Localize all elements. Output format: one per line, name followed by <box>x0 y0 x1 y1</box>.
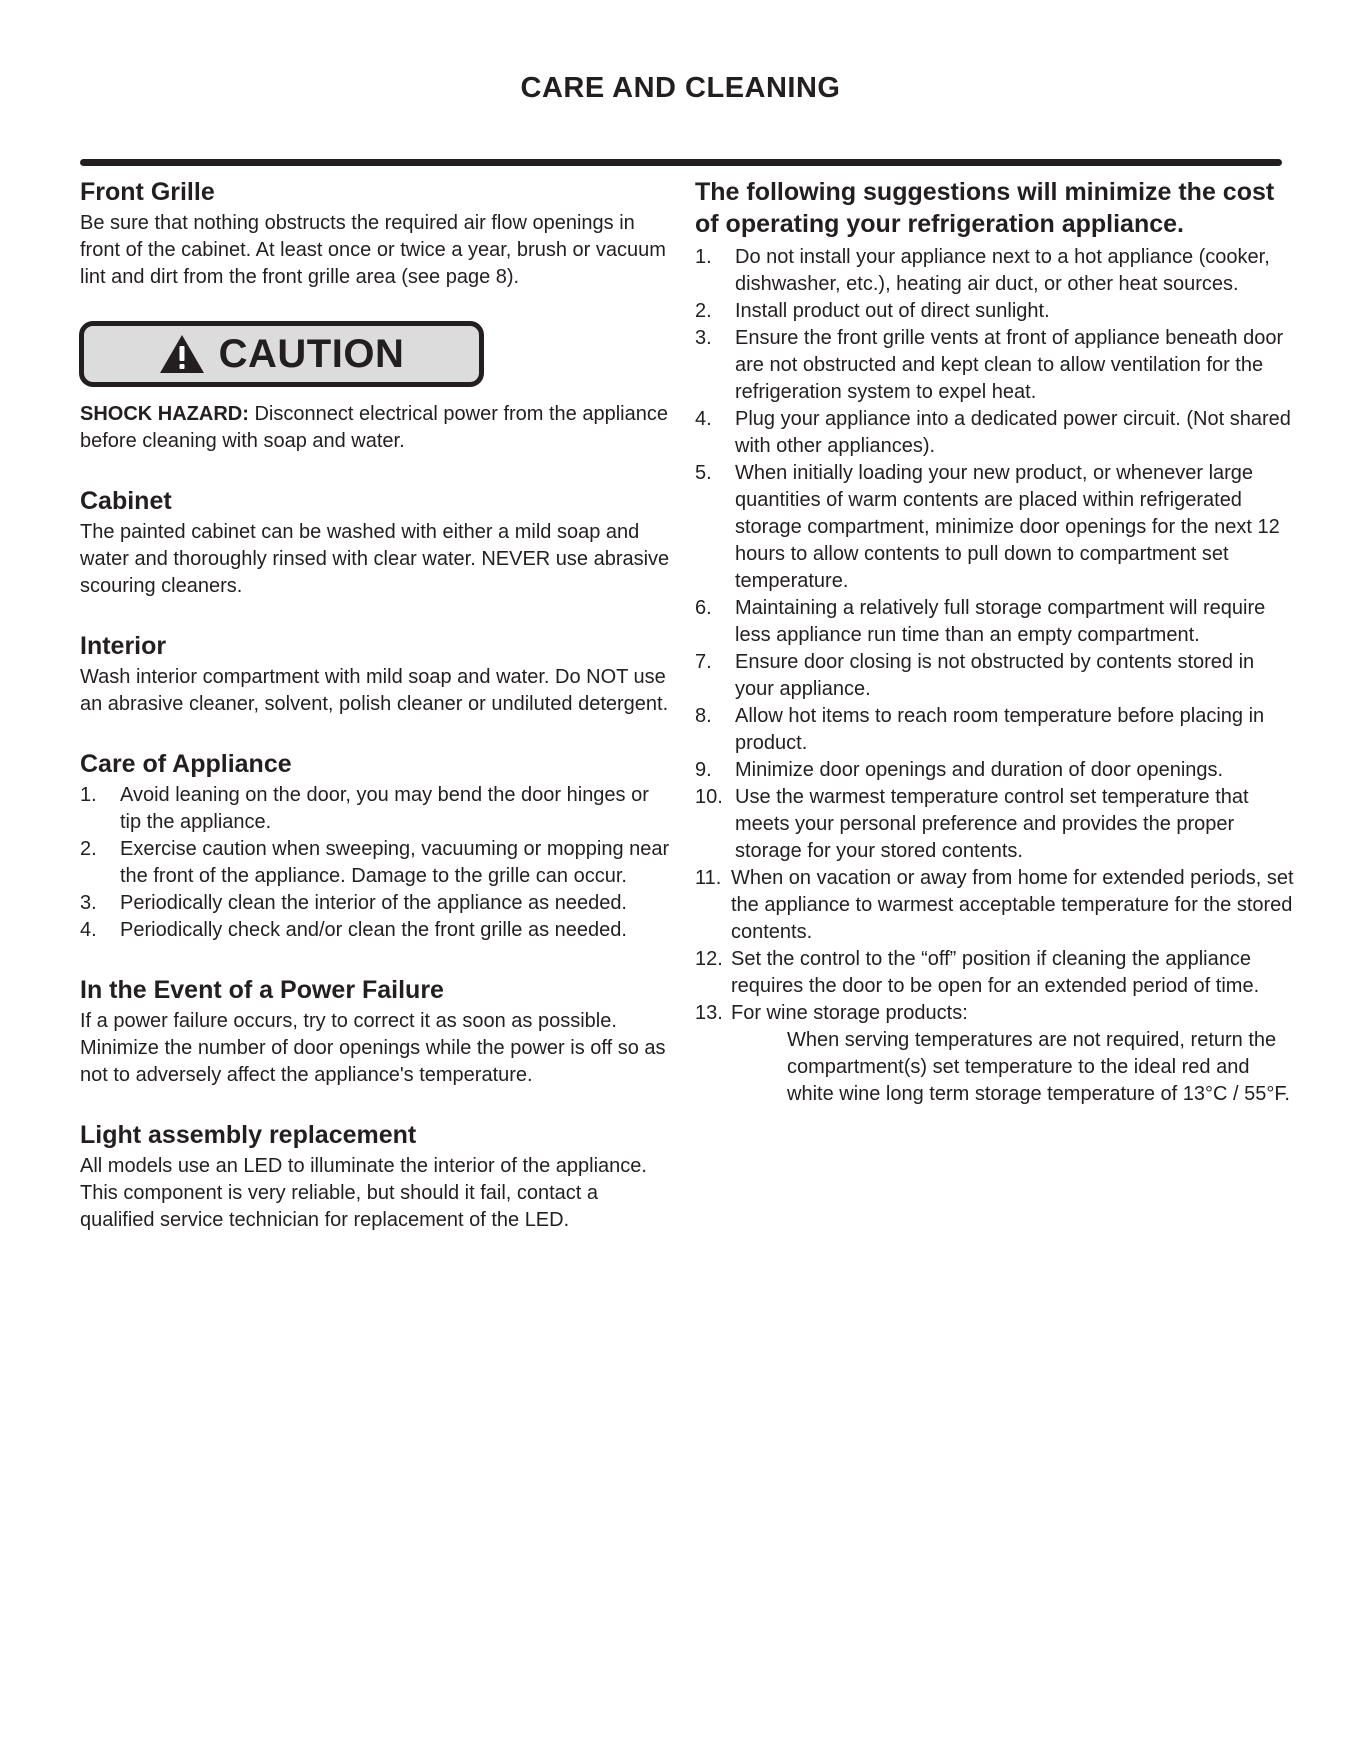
list-item: 6. Maintaining a relatively full storage compartment will require less appliance run time than an empty compartment. <box>695 597 1266 646</box>
suggestions-heading: The following suggestions will minimize the cost of operating your refrigeration appliance. <box>695 178 1275 238</box>
front-grille-body: Be sure that nothing obstructs the required air flow openings in front of the cabinet. At least once or twice a year, brush or vacuum lint and dirt from the front grille area (see page 8). <box>80 212 666 288</box>
front-grille-heading: Front Grille <box>80 178 215 206</box>
care-of-appliance-section <box>80 748 670 944</box>
interior-section <box>80 630 670 718</box>
interior-heading: Interior <box>80 632 167 660</box>
power-failure-body: If a power failure occurs, try to correct it as soon as possible. Minimize the number of door openings while the power is off so as not to adversely affect the appliance's temperature. <box>80 1010 666 1086</box>
warning-triangle-icon <box>159 334 205 374</box>
power-failure-heading: In the Event of a Power Failure <box>80 976 444 1004</box>
right-column <box>695 176 1295 1108</box>
caution-banner <box>79 321 484 387</box>
cabinet-heading: Cabinet <box>80 487 172 515</box>
list-item: 3. Ensure the front grille vents at front of appliance beneath door are not obstructed and kept clean to allow ventilation for the refrigeration system to expel heat. <box>695 327 1284 403</box>
list-item: 11. When on vacation or away from home for extended periods, set the appliance to warmest acceptable temperature for the stored contents. <box>695 867 1294 943</box>
power-failure-section <box>80 974 670 1089</box>
list-item: 1. Avoid leaning on the door, you may bend the door hinges or tip the appliance. <box>80 784 649 833</box>
shock-hazard-text <box>80 401 670 455</box>
suggestions-list <box>695 244 1295 1027</box>
list-item: 5. When initially loading your new product, or whenever large quantities of warm contents are placed within refrigerated storage compartment, minimize door openings for the next 12 hours to allow contents to pull down to compartment set temperature. <box>695 462 1280 592</box>
list-item: 12. Set the control to the “off” position if cleaning the appliance requires the door to be open for an extended period of time. <box>695 948 1260 997</box>
header-divider <box>80 159 1282 166</box>
list-item: 10. Use the warmest temperature control set temperature that meets your personal preference and provides the proper storage for your stored contents. <box>695 786 1249 862</box>
interior-body: Wash interior compartment with mild soap and water. Do NOT use an abrasive cleaner, solvent, polish cleaner or undiluted detergent. <box>80 666 669 715</box>
care-of-appliance-list <box>80 782 670 944</box>
list-item: 13. For wine storage products: <box>695 1002 968 1024</box>
page-title: CARE AND CLEANING <box>520 72 841 104</box>
wine-storage-note: When serving temperatures are not required, return the compartment(s) set temperature to the ideal red and white wine long term storage temperature of 13°C / 55°F. <box>787 1029 1290 1105</box>
list-item: 1. Do not install your appliance next to a hot appliance (cooker, dishwasher, etc.), heating air duct, or other heat sources. <box>695 246 1270 295</box>
light-assembly-section <box>80 1119 670 1234</box>
list-item: 9. Minimize door openings and duration of door openings. <box>695 759 1224 781</box>
left-column <box>80 176 670 1234</box>
front-grille-section <box>80 176 670 291</box>
shock-hazard-body: Disconnect electrical power from the appliance before cleaning with soap and water. <box>80 403 668 452</box>
shock-hazard-label: SHOCK HAZARD: <box>80 403 249 425</box>
light-assembly-heading: Light assembly replacement <box>80 1121 417 1149</box>
care-of-appliance-heading: Care of Appliance <box>80 750 292 778</box>
cabinet-body: The painted cabinet can be washed with either a mild soap and water and thoroughly rinsed with clear water. NEVER use abrasive scouring cleaners. <box>80 521 670 597</box>
cabinet-section <box>80 485 670 600</box>
list-item: 7. Ensure door closing is not obstructed by contents stored in your appliance. <box>695 651 1255 700</box>
list-item: 2. Install product out of direct sunlight. <box>695 300 1050 322</box>
list-item: 2. Exercise caution when sweeping, vacuuming or mopping near the front of the appliance. Damage to the grille can occur. <box>80 838 670 887</box>
list-item: 3. Periodically clean the interior of the appliance as needed. <box>80 892 627 914</box>
list-item: 4. Plug your appliance into a dedicated power circuit. (Not shared with other appliances). <box>695 408 1291 457</box>
caution-label: CAUTION <box>218 331 405 376</box>
list-item: 8. Allow hot items to reach room temperature before placing in product. <box>695 705 1265 754</box>
light-assembly-body: All models use an LED to illuminate the interior of the appliance. This component is very reliable, but should it fail, contact a qualified service technician for replacement of the LED. <box>80 1155 647 1231</box>
list-item: 4. Periodically check and/or clean the front grille as needed. <box>80 919 627 941</box>
